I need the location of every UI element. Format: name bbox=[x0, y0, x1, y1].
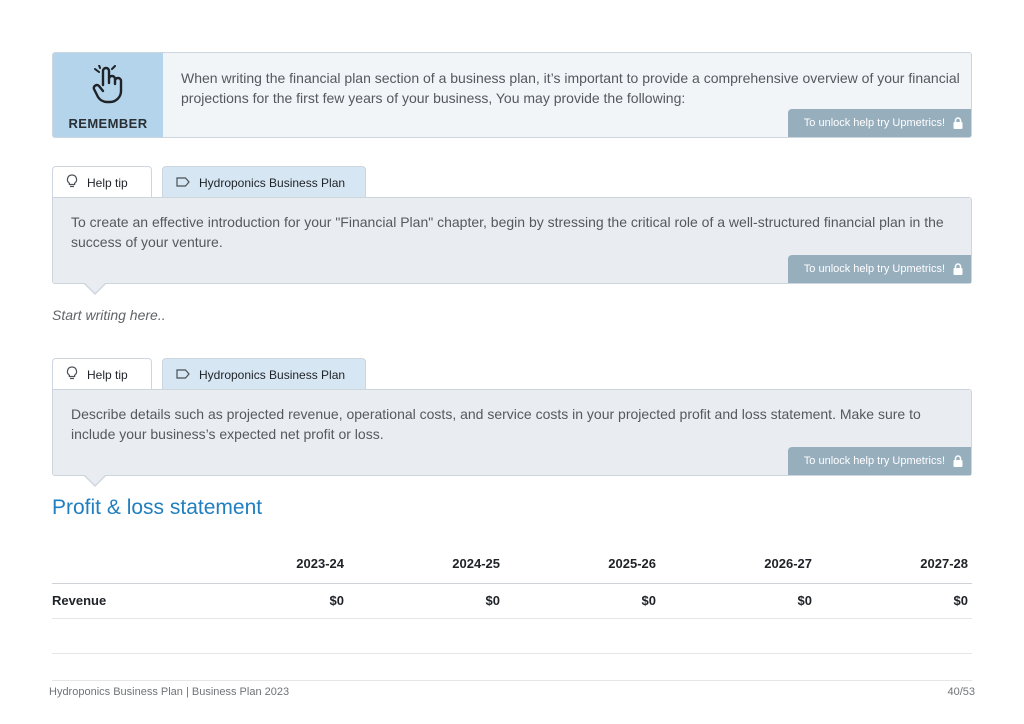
table-row bbox=[52, 618, 972, 653]
tag-icon bbox=[176, 368, 190, 382]
unlock-label: To unlock help try Upmetrics! bbox=[803, 117, 945, 129]
row-label: Revenue bbox=[52, 593, 107, 608]
column-header: 2024-25 bbox=[452, 556, 500, 572]
unlock-badge[interactable] bbox=[788, 447, 971, 475]
table-header-row bbox=[52, 545, 972, 583]
column-header: 2025-26 bbox=[608, 556, 656, 572]
unlock-label: To unlock help try Upmetrics! bbox=[803, 455, 945, 467]
tip-pointer bbox=[83, 283, 107, 295]
column-header bbox=[52, 545, 192, 583]
start-writing-placeholder[interactable]: Start writing here.. bbox=[52, 307, 166, 323]
lock-icon bbox=[953, 455, 963, 467]
column-header: 2027-28 bbox=[920, 556, 968, 572]
tab-plan-label: Hydroponics Business Plan bbox=[199, 367, 346, 382]
table-cell: $0 bbox=[953, 593, 968, 608]
lightbulb-icon bbox=[66, 366, 78, 383]
tag-icon bbox=[176, 176, 190, 190]
tip-pointer bbox=[83, 475, 107, 487]
column-header: 2026-27 bbox=[764, 556, 812, 572]
page-number: 40/53 bbox=[947, 686, 975, 698]
tab-plan-label: Hydroponics Business Plan bbox=[199, 175, 346, 190]
column-header: 2023-24 bbox=[296, 556, 344, 572]
unlock-badge[interactable] bbox=[788, 255, 971, 283]
help-tip-box bbox=[52, 389, 972, 476]
table-row bbox=[52, 583, 972, 618]
profit-loss-table bbox=[52, 545, 972, 654]
help-tip-box bbox=[52, 197, 972, 284]
help-tip-text: Describe details such as projected revenue, operational costs, and service costs in your projected profit and loss statement. Make sure to include your business’s expected net profit or loss. bbox=[71, 406, 921, 442]
footer-divider bbox=[52, 680, 972, 681]
table-cell: $0 bbox=[329, 593, 344, 608]
tip-tabs bbox=[52, 358, 972, 390]
remember-box bbox=[52, 52, 972, 138]
lock-icon bbox=[953, 117, 963, 129]
section-heading: Profit & loss statement bbox=[52, 496, 263, 519]
tab-help-tip[interactable] bbox=[52, 166, 152, 198]
unlock-badge[interactable] bbox=[788, 109, 971, 137]
tip-tabs bbox=[52, 166, 972, 198]
table-cell: $0 bbox=[797, 593, 812, 608]
tab-help-label: Help tip bbox=[87, 367, 128, 382]
unlock-label: To unlock help try Upmetrics! bbox=[803, 263, 945, 275]
footer-title: Hydroponics Business Plan | Business Plan 2023 bbox=[49, 686, 290, 698]
lock-icon bbox=[953, 263, 963, 275]
help-tip-text: To create an effective introduction for your "Financial Plan" chapter, begin by stressing the critical role of a well-structured financial plan in the success of your venture. bbox=[71, 214, 944, 250]
remember-panel bbox=[53, 53, 163, 137]
lightbulb-icon bbox=[66, 174, 78, 191]
tab-help-tip[interactable] bbox=[52, 358, 152, 390]
remember-text: When writing the financial plan section of a business plan, it’s important to provide a comprehensive overview of your financial projections for the first few years of your business, You may provide the following: bbox=[181, 70, 960, 106]
tab-business-plan[interactable] bbox=[162, 358, 366, 390]
pointing-hand-icon bbox=[91, 53, 125, 110]
table-cell: $0 bbox=[641, 593, 656, 608]
tab-business-plan[interactable] bbox=[162, 166, 366, 198]
remember-label: REMEMBER bbox=[68, 116, 148, 131]
tab-help-label: Help tip bbox=[87, 175, 128, 190]
table-cell: $0 bbox=[485, 593, 500, 608]
